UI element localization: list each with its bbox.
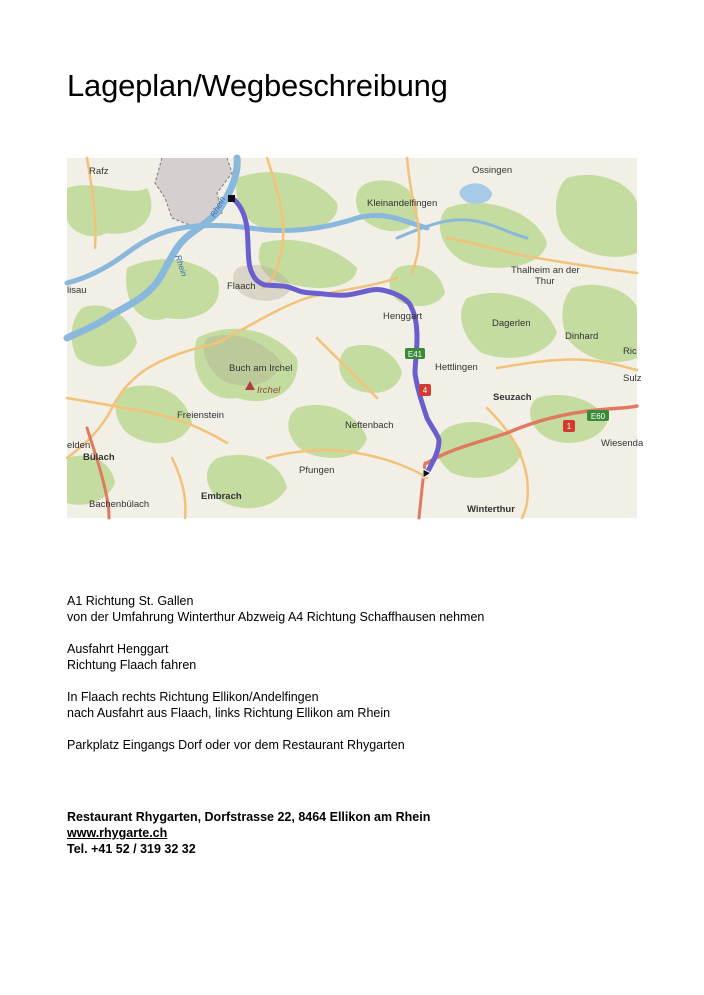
label-ric: Ric: [623, 346, 637, 357]
svg-text:E41: E41: [407, 350, 423, 359]
road-shield-a4: [419, 384, 431, 396]
label-pfungen: Pfungen: [299, 465, 335, 476]
directions-paragraph-3: [67, 689, 484, 721]
directions-line: Parkplatz Eingangs Dorf oder vor dem Restaurant Rhygarten: [67, 738, 405, 752]
label-kleinandelfingen: Kleinandelfingen: [367, 198, 438, 209]
page-title: Lageplan/Wegbeschreibung: [67, 68, 448, 103]
label-rhein-2: Rhein: [173, 253, 190, 278]
directions-line: In Flaach rechts Richtung Ellikon/Andelfingen: [67, 690, 319, 704]
label-henggart: Henggart: [383, 311, 423, 322]
label-embrach: Embrach: [201, 491, 242, 502]
label-bachenbulach: Bachenbülach: [89, 499, 150, 510]
directions-line: A1 Richtung St. Gallen: [67, 594, 194, 608]
road-shield-e41: [405, 348, 425, 359]
label-elden: elden: [67, 440, 91, 451]
label-winterthur: Winterthur: [467, 504, 515, 515]
label-flaach: Flaach: [227, 281, 256, 292]
directions-line: Ausfahrt Henggart: [67, 642, 169, 656]
directions-paragraph-4: [67, 737, 484, 753]
label-bulach: Bülach: [83, 452, 115, 463]
label-elisau: lisau: [67, 285, 87, 296]
label-thalheim: Thalheim an der: [511, 265, 580, 276]
directions-line: von der Umfahrung Winterthur Abzweig A4 Richtung Schaffhausen nehmen: [67, 610, 485, 624]
contact-footer: [67, 809, 430, 857]
road-shield-a1: [563, 420, 575, 432]
label-seuzach: Seuzach: [493, 392, 532, 403]
svg-text:1: 1: [566, 422, 572, 431]
label-neftenbach: Neftenbach: [345, 420, 394, 431]
label-thur: Thur: [535, 276, 555, 287]
map-canvas[interactable]: [67, 158, 644, 518]
label-hettlingen: Hettlingen: [435, 362, 478, 373]
label-buch: Buch am Irchel: [229, 363, 293, 374]
route-map[interactable]: [67, 158, 644, 518]
label-dagerlen: Dagerlen: [492, 318, 531, 329]
directions-paragraph-1: [67, 593, 484, 625]
label-dinhard: Dinhard: [565, 331, 599, 342]
svg-text:E60: E60: [590, 412, 606, 421]
label-rafz: Rafz: [89, 166, 109, 177]
phone-number: Tel. +41 52 / 319 32 32: [67, 842, 196, 856]
road-shield-e60: [587, 410, 609, 421]
directions-line: Richtung Flaach fahren: [67, 658, 197, 672]
label-freienstein: Freienstein: [177, 410, 224, 421]
directions-paragraph-2: [67, 641, 484, 673]
label-sulz: Sulz: [623, 373, 642, 384]
label-irchel: Irchel: [257, 385, 281, 396]
restaurant-address: Restaurant Rhygarten, Dorfstrasse 22, 8464 Ellikon am Rhein: [67, 810, 431, 824]
directions-line: nach Ausfahrt aus Flaach, links Richtung Ellikon am Rhein: [67, 706, 391, 720]
label-ossingen: Ossingen: [472, 165, 513, 176]
label-rhein-1: Rhein: [207, 194, 228, 219]
label-wiesendangen: Wiesenda: [601, 438, 644, 449]
website-link[interactable]: www.rhygarte.ch: [67, 826, 168, 840]
route-start-marker[interactable]: [228, 195, 235, 202]
directions-text: [67, 593, 484, 769]
svg-text:4: 4: [422, 386, 428, 395]
